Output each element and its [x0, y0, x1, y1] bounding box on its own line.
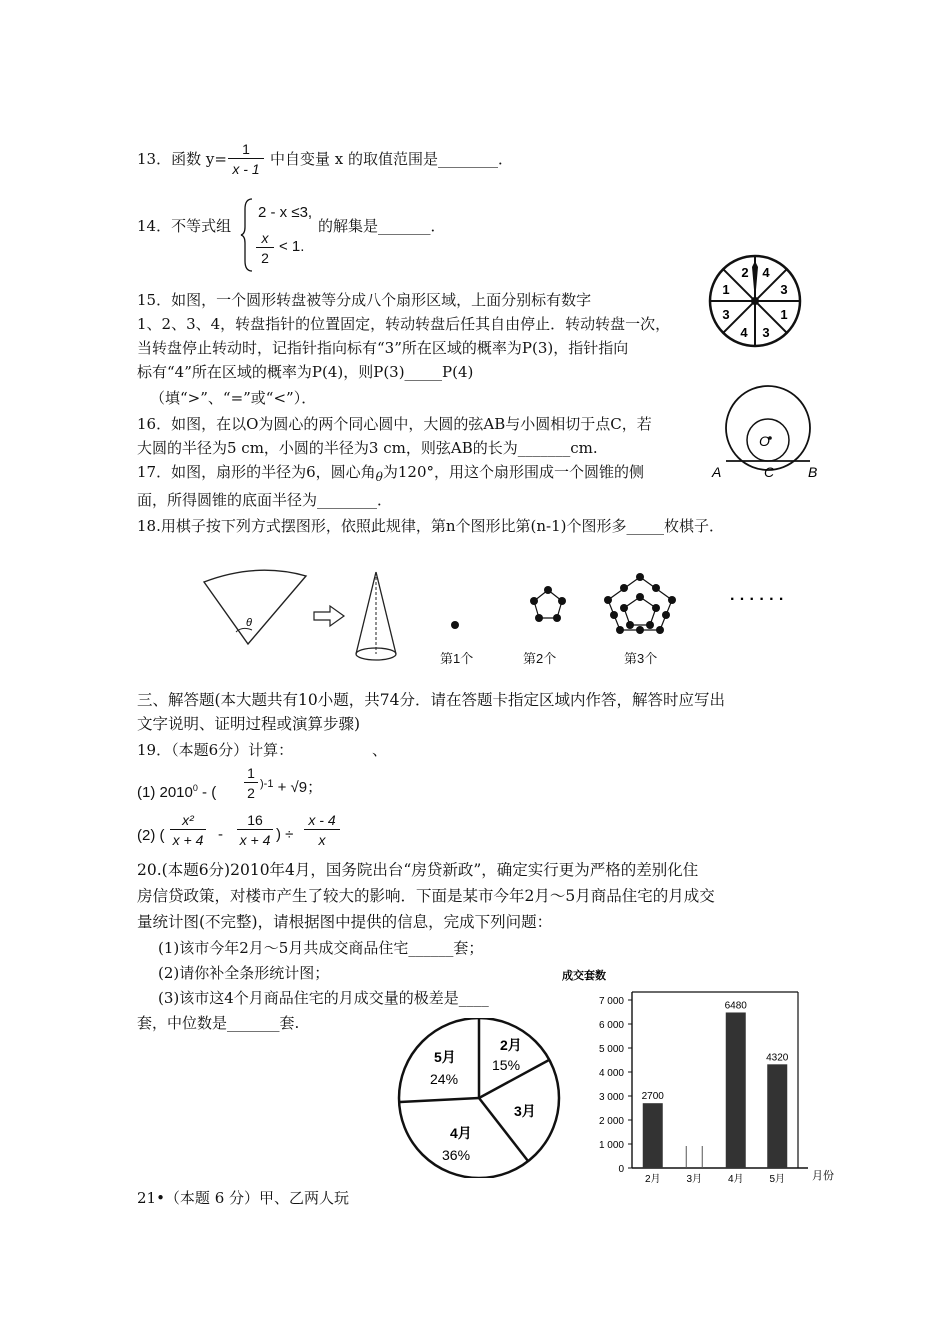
q21-line: 21•（本题 6 分）甲、乙两人玩 — [137, 1189, 350, 1207]
q19-p1-exp2: )-1 — [260, 778, 274, 790]
chess-pattern-figure — [430, 572, 800, 640]
y-tick-label: 0 — [618, 1164, 624, 1175]
bar-value-label: 4320 — [766, 1052, 789, 1064]
chart-xlabel: 月份 — [812, 1170, 834, 1182]
q17-line-2: 面，所得圆锥的底面半径为________． — [137, 491, 393, 509]
section3-line-2: 文字说明、证明过程或演算步骤) — [137, 715, 361, 733]
pie-pct-may: 24% — [430, 1071, 459, 1087]
q19-p2-d1: x + 4 — [172, 832, 204, 848]
q16-line-2: 大圆的半径为5 cm，小圆的半径为3 cm，则弦AB的长为_______cm. — [137, 439, 598, 457]
arrow-icon — [314, 606, 344, 626]
pattern-1-dot — [451, 621, 459, 629]
q20-sub-1: (1)该市今年2月～5月共成交商品住宅______套； — [158, 939, 484, 957]
bar-value-label: 2700 — [641, 1091, 664, 1103]
pie-chart — [392, 1018, 568, 1178]
wheel-number: 3 — [722, 307, 730, 322]
q19-p2-n3: x - 4 — [304, 811, 340, 830]
wheel-number: 2 — [741, 265, 749, 280]
caption-1: 第1个 — [440, 651, 474, 666]
sector-cone-figure — [196, 564, 422, 670]
q14-suffix: 的解集是_______． — [318, 217, 446, 235]
caption-3: 第3个 — [624, 651, 658, 666]
q19-p2-frac2 — [237, 811, 273, 850]
bar-value-label: 6480 — [724, 1000, 747, 1012]
q15-line-5: （填“>”、“=”或“<”）． — [150, 389, 317, 407]
q17-line-1b: 为120°，用这个扇形围成一个圆锥的侧 — [382, 463, 645, 481]
sector-theta-label: θ — [246, 617, 252, 629]
bar — [643, 1103, 663, 1168]
q19-p2-frac3 — [304, 811, 340, 850]
pie-pct-feb: 15% — [492, 1057, 521, 1073]
q19-p1-tail — [260, 778, 322, 799]
q19-p2-minus: - — [218, 826, 223, 843]
q16-line-1: 16．如图，在以O为圆心的两个同心圆中，大圆的弦AB与小圆相切于点C，若 — [137, 415, 652, 433]
wheel-number: 3 — [780, 282, 788, 297]
q13-numerator: 1 — [228, 140, 264, 159]
wheel-number: 3 — [762, 325, 770, 340]
q17-line-1 — [137, 462, 644, 483]
q20-sub-3b: 套，中位数是_______套. — [137, 1014, 300, 1032]
q19-p2-n2: 16 — [237, 811, 273, 830]
q17-line-1a: 17．如图，扇形的半径为6，圆心角 — [137, 463, 376, 481]
q20-line-2: 房信贷政策，对楼市产生了较大的影响．下面是某市今年2月～5月商品住宅的月成交 — [137, 887, 715, 905]
q20-line-3: 量统计图(不完整)，请根据图中提供的信息，完成下列问题： — [137, 913, 553, 931]
pattern-2 — [530, 586, 566, 622]
pie-label-may: 5月 — [434, 1049, 456, 1065]
q18-line: 18.用棋子按下列方式摆图形，依照此规律，第n个图形比第(n-1)个图形多_____枚棋子． — [137, 517, 724, 535]
y-tick-label: 6 000 — [598, 1020, 624, 1031]
theta-symbol: θ — [375, 470, 383, 484]
spinner-wheel-figure — [702, 253, 808, 353]
q19-p1-rest: + √9； — [277, 779, 323, 796]
q19-p2-frac1 — [170, 811, 206, 850]
concentric-circles-figure — [708, 384, 828, 480]
label-b: B — [808, 464, 818, 480]
wheel-number: 1 — [722, 282, 730, 297]
q20-sub-3a: (3)该市这4个月商品住宅的月成交量的极差是____ — [158, 989, 489, 1007]
q14-fraction — [256, 229, 274, 268]
q19-p2-div: ) ÷ — [276, 826, 294, 843]
q14-fraction-denominator: 2 — [261, 250, 269, 266]
section3-line-1: 三、解答题(本大题共有10小题，共74分．请在答题卡指定区域内作答，解答时应写出 — [137, 691, 725, 709]
caption-2: 第2个 — [523, 651, 557, 666]
q19-mark: 、 — [372, 741, 388, 759]
q15-line-2: 1、2、3、4，转盘指针的位置固定，转动转盘后任其自由停止．转动转盘一次， — [137, 315, 671, 333]
q19-p1-minus: - ( — [197, 784, 217, 801]
label-o: O — [759, 433, 770, 449]
q19-p1-den: 2 — [247, 785, 255, 801]
q14-prefix: 14．不等式组 — [137, 217, 232, 235]
x-tick-label: 3月 — [686, 1174, 703, 1185]
q15-line-3: 当转盘停止转动时，记指针指向标有“3”所在区域的概率为P(3)，指针指向 — [137, 339, 629, 357]
bar-chart — [548, 962, 840, 1188]
pattern-3 — [604, 573, 676, 634]
wheel-number: 1 — [780, 307, 788, 322]
label-a: A — [712, 464, 722, 480]
q15-line-1: 15．如图，一个圆形转盘被等分成八个扇形区域，上面分别标有数字 — [137, 291, 592, 309]
x-tick-label: 4月 — [727, 1174, 744, 1185]
pie-label-apr: 4月 — [450, 1125, 472, 1141]
q19-p2-d2: x + 4 — [239, 832, 271, 848]
q19-title: 19．（本题6分）计算： — [137, 741, 294, 759]
q19-p1-exp: 0 — [192, 783, 198, 793]
q20-line-1: 20.(本题6分)2010年4月，国务院出台“房贷新政”，确定实行更为严格的差别化住 — [137, 861, 699, 879]
pie-label-mar: 3月 — [514, 1103, 536, 1119]
y-tick-label: 4 000 — [598, 1068, 624, 1079]
y-tick-label: 5 000 — [598, 1044, 624, 1055]
q19-p1-fraction — [244, 764, 258, 803]
chart-ylabel: 成交套数 — [562, 970, 606, 982]
q14-fraction-numerator: x — [256, 229, 274, 248]
x-tick-label: 2月 — [644, 1174, 661, 1185]
q19-p2-n1: x² — [170, 811, 206, 830]
q13-suffix: 中自变量 x 的取值范围是________． — [270, 150, 513, 168]
y-tick-label: 3 000 — [598, 1092, 624, 1103]
q13-line — [137, 149, 227, 169]
wheel-number: 4 — [762, 265, 770, 280]
label-c: C — [764, 464, 775, 480]
x-tick-label: 5月 — [769, 1174, 786, 1185]
q19-p2-d3: x — [318, 832, 326, 848]
q14-inequality-2-rest: < 1. — [279, 238, 305, 255]
q19-p2-label: (2) ( — [137, 827, 165, 844]
y-tick-label: 7 000 — [598, 996, 624, 1007]
pie-pct-apr: 36% — [442, 1147, 471, 1163]
q20-sub-2: (2)请你补全条形统计图； — [158, 964, 330, 982]
y-tick-label: 1 000 — [598, 1140, 624, 1151]
wheel-number: 4 — [740, 325, 748, 340]
q13-fraction — [228, 140, 264, 179]
ellipsis: · · · · · · — [730, 591, 785, 608]
q14-inequality-1: 2 - x ≤3, — [258, 204, 313, 221]
q13-prefix: 13．函数 y= — [137, 150, 227, 168]
q15-line-4: 标有“4”所在区域的概率为P(4)，则P(3)_____P(4) — [137, 363, 474, 381]
q13-denominator: x - 1 — [232, 161, 260, 177]
bar — [726, 1012, 746, 1168]
bar — [767, 1064, 787, 1168]
q19-part1 — [137, 778, 216, 803]
q19-p1-label: (1) 2010 — [137, 784, 193, 801]
pie-label-feb: 2月 — [500, 1037, 522, 1053]
y-tick-label: 2 000 — [598, 1116, 624, 1127]
q19-p1-num: 1 — [244, 764, 258, 783]
q14-brace — [240, 197, 254, 273]
